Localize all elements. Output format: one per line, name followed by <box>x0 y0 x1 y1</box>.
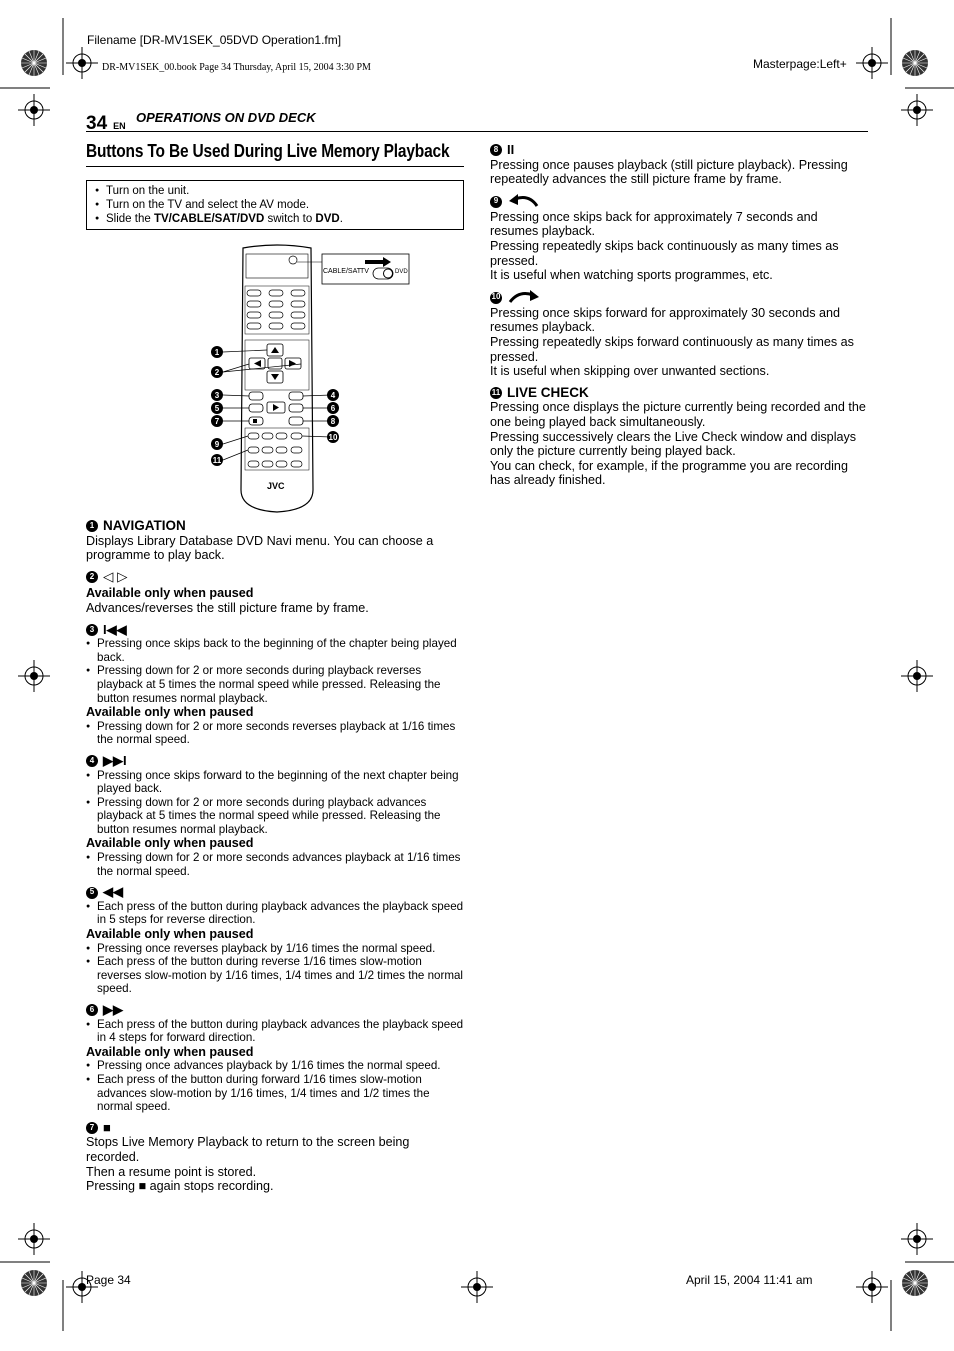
section-title: OPERATIONS ON DVD DECK <box>136 110 316 125</box>
item-number: 11 <box>490 387 502 399</box>
bullet: ● Pressing once skips forward to the beginning of the next chapter being played back. <box>86 769 464 796</box>
item-5-bullets <box>86 900 464 927</box>
item-10-text-1: Pressing once skips forward for approximately 30 seconds and resumes playback. <box>490 305 841 335</box>
skip-forward-icon <box>507 290 541 306</box>
bullet: ● Pressing down for 2 or more seconds during playback advances playback at 5 times the normal speed while pressed. Releasing the button resumes normal playback. <box>86 796 464 837</box>
item-8-heading <box>490 143 868 158</box>
item-number: 9 <box>490 196 502 208</box>
prereq-item <box>95 212 455 226</box>
item-2-text: Advances/reverses the still picture frame by frame. <box>86 600 369 615</box>
text: again stops recording. <box>146 1179 274 1194</box>
item-label: ▶▶ <box>103 1002 123 1017</box>
bullet: ● Pressing once skips back to the beginning of the chapter being played back. <box>86 637 464 664</box>
masterpage-label: Masterpage:Left+ <box>753 57 847 71</box>
item-5-subheading: Available only when paused <box>86 927 254 942</box>
skip-back-icon <box>507 194 541 210</box>
bullet: ● Pressing once advances playback by 1/16 times the normal speed. <box>86 1059 464 1073</box>
page-lang: EN <box>113 121 126 131</box>
callout-4: 4 <box>327 389 339 401</box>
item-7-text-3 <box>86 1179 464 1194</box>
callout-5: 5 <box>211 402 223 414</box>
callout-10: 10 <box>328 432 338 442</box>
remote-brand-logo: JVC <box>267 481 285 491</box>
prereq-text: Slide the <box>106 213 154 225</box>
callout-9: 9 <box>211 438 223 450</box>
header-rule <box>86 131 868 132</box>
item-6-bullets-paused <box>86 1059 464 1113</box>
item-6-subheading: Available only when paused <box>86 1044 254 1059</box>
text: Pressing <box>86 1179 139 1194</box>
bullet: ● Pressing once reverses playback by 1/16 times the normal speed. <box>86 942 464 956</box>
callout-6: 6 <box>327 402 339 414</box>
item-8-text: Pressing once pauses playback (still picture playback). Pressing repeatedly advances the still picture frame by frame. <box>490 157 848 187</box>
item-9-heading <box>490 194 868 210</box>
item-label: NAVIGATION <box>103 518 186 533</box>
callout-7: 7 <box>211 415 223 427</box>
bullet: ● Each press of the button during playback advances the playback speed in 4 steps for forward direction. <box>86 1018 464 1045</box>
item-number: 2 <box>86 571 98 583</box>
footer-page: Page 34 <box>86 1273 131 1287</box>
item-number: 3 <box>86 624 98 636</box>
remote-switch-label-cable: CABLE/SAT <box>323 268 361 275</box>
item-7-heading <box>86 1121 464 1136</box>
item-label: ■ <box>103 1119 111 1135</box>
item-3-subheading: Available only when paused <box>86 705 254 720</box>
bullet: ● Pressing down for 2 or more seconds reverses playback at 1/16 times the normal speed. <box>86 720 464 747</box>
item-2-heading <box>86 570 464 585</box>
callout-11: 11 <box>212 455 222 465</box>
prereq-switch-position: DVD <box>315 213 340 225</box>
prereq-text: . <box>339 213 343 225</box>
item-2-subheading: Available only when paused <box>86 586 254 601</box>
bullet: ● Pressing down for 2 or more seconds advances playback at 1/16 times the normal speed. <box>86 851 464 878</box>
item-3-heading <box>86 623 464 638</box>
stop-symbol: ■ <box>138 1179 147 1194</box>
item-number: 7 <box>86 1122 98 1134</box>
item-7-text-1: Stops Live Memory Playback to return to the screen being recorded. <box>86 1135 410 1164</box>
remote-switch-label-dvd: DVD <box>395 269 408 275</box>
item-number: 5 <box>86 887 98 899</box>
remote-switch-label-tv: TV <box>360 268 369 275</box>
item-11-heading <box>490 386 868 401</box>
prereq-switch-name: TV/CABLE/SAT/DVD <box>153 213 265 225</box>
remote-control-illustration <box>205 240 415 515</box>
bullet: ● Pressing down for 2 or more seconds during playback reverses playback at 5 times the normal speed while pressed. Releasing the button resumes normal playback. <box>86 664 464 705</box>
callout-3: 3 <box>211 389 223 401</box>
filename-label: Filename [DR-MV1SEK_05DVD Operation1.fm] <box>87 33 342 47</box>
page-number-value: 34 <box>86 113 108 134</box>
item-7-text-2: Then a resume point is stored. <box>86 1164 257 1179</box>
callout-1: 1 <box>211 346 223 358</box>
bullet: ● Each press of the button during reverse 1/16 times slow-motion reverses slow-motion by 1/16 times, 1/4 times and 1/2 times the normal speed. <box>86 955 464 996</box>
item-number: 1 <box>86 520 98 532</box>
item-1-heading <box>86 519 464 534</box>
item-number: 4 <box>86 755 98 767</box>
item-11-text-2: Pressing successively clears the Live Check window and displays only the picture currently being played back. <box>490 429 857 459</box>
item-4-bullets-paused <box>86 851 464 878</box>
item-9-text-1: Pressing once skips back for approximately 7 seconds and resumes playback. <box>490 209 818 239</box>
callout-2: 2 <box>211 366 223 378</box>
item-3-bullets-paused <box>86 720 464 747</box>
page-title: Buttons To Be Used During Live Memory Playback <box>86 141 450 161</box>
item-9-text-2: Pressing repeatedly skips back continuously as many times as pressed. <box>490 238 839 268</box>
item-4-heading <box>86 754 464 769</box>
item-11-text-1: Pressing once displays the picture currently being recorded and the one being played back simultaneously. <box>490 400 866 429</box>
item-4-bullets <box>86 769 464 837</box>
item-5-bullets-paused <box>86 942 464 996</box>
prerequisite-box <box>86 180 464 230</box>
item-6-heading <box>86 1003 464 1018</box>
item-11-text-3: You can check, for example, if the programme you are recording has already finished. <box>490 458 848 488</box>
item-5-heading <box>86 885 464 900</box>
item-10-heading <box>490 290 868 306</box>
item-6-bullets <box>86 1018 464 1045</box>
title-rule <box>86 166 464 167</box>
book-info-line: DR-MV1SEK_00.book Page 34 Thursday, April 15, 2004 3:30 PM <box>102 62 371 73</box>
bullet: ● Each press of the button during forward 1/16 times slow-motion advances slow-motion by 1/16 times, 1/4 times and 1/2 times the normal speed. <box>86 1073 464 1114</box>
item-label: LIVE CHECK <box>507 384 589 400</box>
item-1-text: Displays Library Database DVD Navi menu. You can choose a programme to play back. <box>86 533 434 563</box>
item-9-text-3: It is useful when watching sports programmes, etc. <box>490 268 773 283</box>
prereq-item: ● Turn on the TV and select the AV mode. <box>95 198 455 212</box>
callout-8: 8 <box>327 415 339 427</box>
item-number: 8 <box>490 144 502 156</box>
item-label: ▶▶I <box>103 752 127 768</box>
item-10-text-3: It is useful when skipping over unwanted sections. <box>490 364 770 379</box>
left-column <box>86 513 464 1194</box>
item-label: II <box>507 142 515 157</box>
prereq-text: switch to <box>264 213 316 225</box>
item-label: I◀◀ <box>103 621 127 637</box>
prereq-item: ● Turn on the unit. <box>95 184 455 198</box>
bullet: ● Each press of the button during playback advances the playback speed in 5 steps for reverse direction. <box>86 900 464 927</box>
item-number: 6 <box>86 1004 98 1016</box>
footer-date: April 15, 2004 11:41 am <box>686 1273 813 1287</box>
item-3-bullets <box>86 637 464 705</box>
item-label: ◁ ▷ <box>103 568 128 584</box>
right-column <box>490 136 868 488</box>
item-4-subheading: Available only when paused <box>86 836 254 851</box>
item-10-text-2: Pressing repeatedly skips forward continuously as many times as pressed. <box>490 334 854 364</box>
item-number: 10 <box>490 292 502 304</box>
item-label: ◀◀ <box>103 884 123 900</box>
